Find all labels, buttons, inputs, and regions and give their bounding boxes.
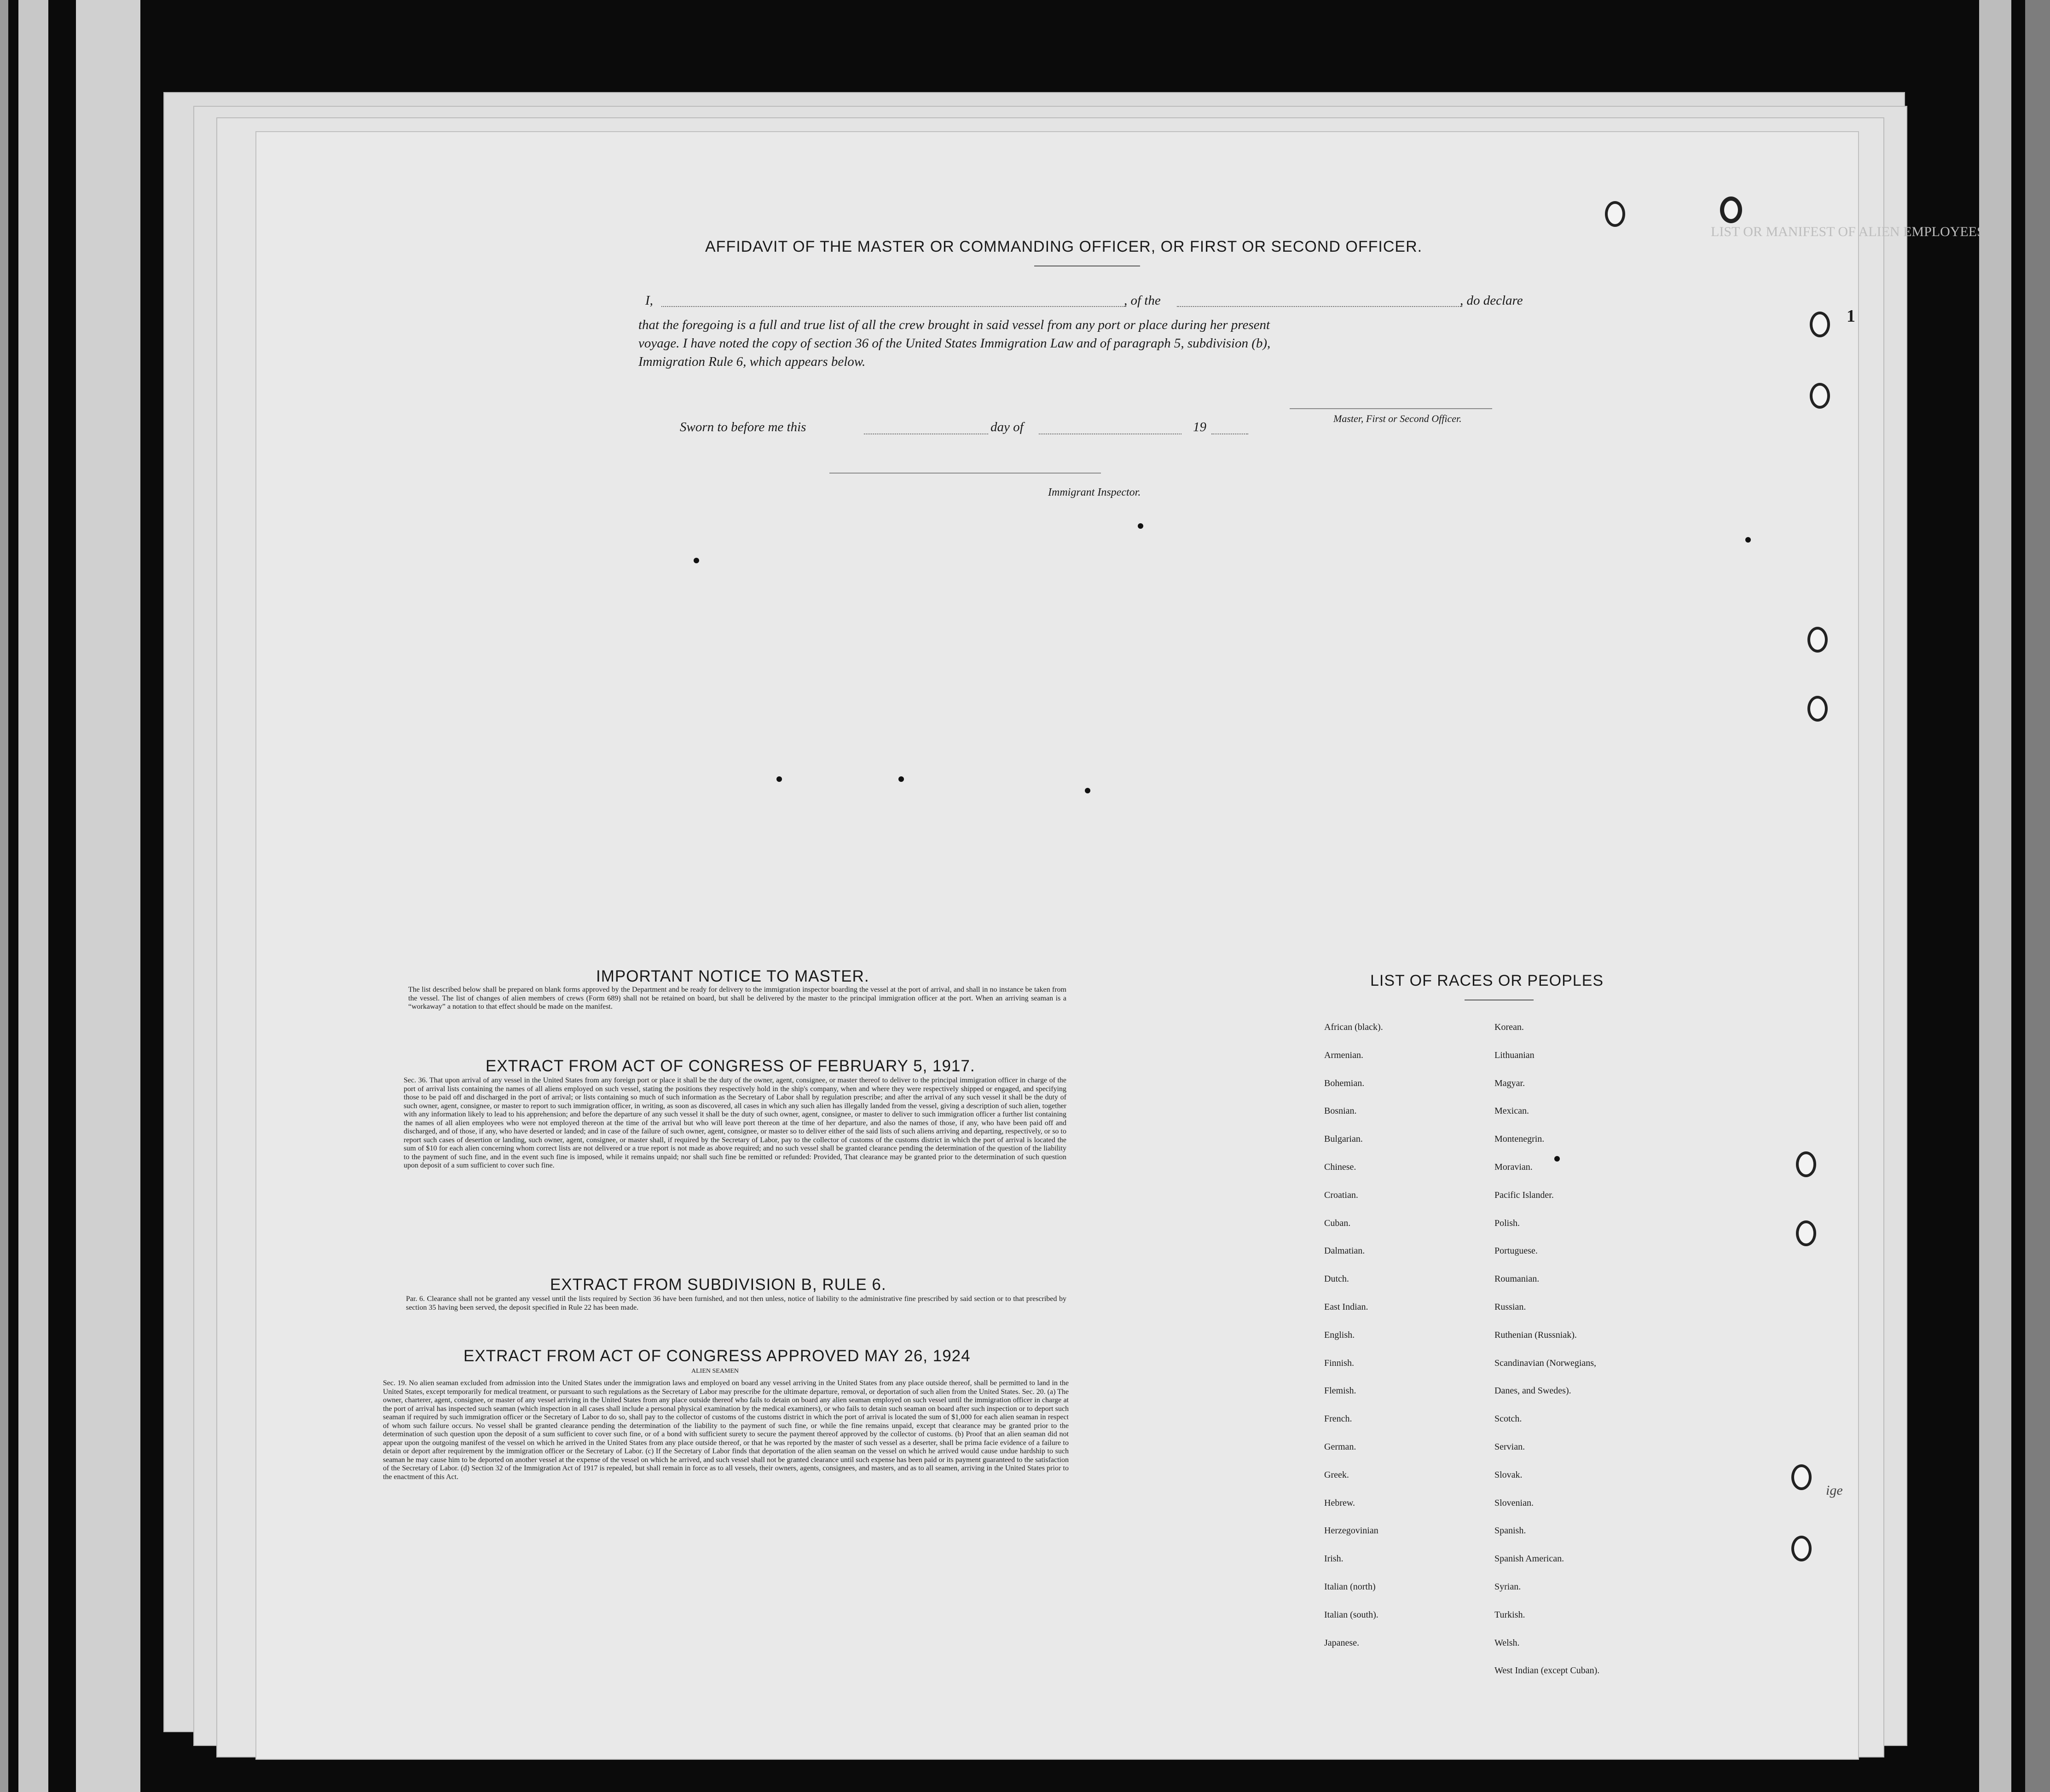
race-item: Pacific Islander. [1494,1190,1554,1200]
punch-hole [1796,1151,1816,1177]
inspector-signature-field[interactable] [829,473,1101,474]
punch-hole [1605,201,1625,227]
race-item: Slovenian. [1494,1497,1534,1508]
punch-hole [1796,1220,1816,1246]
document-page [255,131,1985,1760]
race-item: French. [1324,1414,1352,1424]
notice-title: IMPORTANT NOTICE TO MASTER. [596,967,869,985]
sworn-label: Sworn to before me this [680,420,806,434]
race-item: Cuban. [1324,1218,1351,1228]
race-item: East Indian. [1324,1301,1368,1312]
race-item: Croatian. [1324,1190,1358,1200]
race-item: Slovak. [1494,1469,1523,1480]
punch-hole [1807,627,1828,653]
extract-1924-subtitle: ALIEN SEAMEN [691,1368,739,1375]
race-item: Chinese. [1324,1162,1356,1172]
ink-dot [1745,537,1751,543]
race-item: Scandinavian (Norwegians, [1494,1358,1597,1368]
extract-rule6-title: EXTRACT FROM SUBDIVISION B, RULE 6. [550,1276,886,1294]
extract-rule6-text: Par. 6. Clearance shall not be granted any vessel until the lists required by Section 36 have been furnished, and not then unless, notice of liability to the administrative fine prescribed by said section or to that prescribed by section 35 having been served, the deposit specified in Rule 22 has been made. [406,1295,1066,1312]
race-item: Armenian. [1324,1050,1363,1060]
ink-dot [776,776,782,782]
race-item: Korean. [1494,1022,1524,1032]
declarant-label: I, [645,293,653,308]
year-prefix: 19 [1193,420,1206,434]
race-item: Mexican. [1494,1106,1529,1116]
race-item: Syrian. [1494,1581,1521,1592]
film-edge-left [0,0,8,1792]
race-item: Portuguese. [1494,1246,1538,1256]
extract-1917-title: EXTRACT FROM ACT OF CONGRESS OF FEBRUARY 5, 1917. [486,1057,975,1075]
race-item: Ruthenian (Russniak). [1494,1330,1577,1340]
race-item: Dutch. [1324,1274,1349,1284]
of-the-label: , of the [1124,293,1161,308]
film-edge-right [2025,0,2050,1792]
race-item: Roumanian. [1494,1274,1540,1284]
race-item: Bosnian. [1324,1106,1357,1116]
extract-1917-text: Sec. 36. That upon arrival of any vessel in the United States from any foreign port or place it shall be the duty of the owner, agent, consignee, or master thereof to deliver to the principal immigration officer in charge of the port of arrival lists containing the names of all aliens employed on such vessel, stating the positions they respectively hold in the ship's company, when and where they were respectively shipped or engaged, and specifying those to be paid off and discharged in the port of arrival; or lists containing so much of such information as the Secretary of Labor shall by regulation prescribe; and after the arrival of any such vessel it shall be the duty of such owner, agent, consignee, or master to report to such immigration officer, in writing, as soon as discovered, all cases in which any such alien has illegally landed from the vessel, giving a description of such alien, together with any information likely to lead to his apprehension; and before the departure of any such vessel it shall be the duty of such owner, agent, consignee, or master to deliver to such immigration officer a further list containing the names of all alien employees who were not employed thereon at the time of the arrival but who will leave port thereon at the time of her departure, and also the names of those, if any, who have been paid off and discharged, and of those, if any, who have deserted or landed; and in case of the failure of such owner, agent, consignee, or master so to deliver either of the said lists of such aliens arriving and departing, respectively, or so to report such cases of desertion or landing, such owner, agent, consignee, or master shall, if required by the Secretary of Labor, pay to the collector of customs of the customs district in which the port of arrival is located the sum of $10 for each alien concerning whom correct lists are not delivered or a true report is not made as above required; and no such vessel shall be granted clearance pending the determination of the question of the liability to the payment of such fine, and in the event such fine is imposed, while it remains unpaid; nor shall such fine be remitted or refunded: Provided, That clearance may be granted prior to the determination of such question upon deposit of a sum sufficient to cover such fine. [404,1076,1066,1169]
do-declare-label: , do declare [1460,293,1523,308]
race-item: Servian. [1494,1441,1525,1452]
race-item: Scotch. [1494,1414,1522,1424]
statement-line: Immigration Rule 6, which appears below. [638,354,866,369]
page-number: 1 [1847,306,1855,326]
race-item: Moravian. [1494,1162,1533,1172]
show-through-header: LIST OR MANIFEST OF ALIEN EMPLOYEES [1711,224,1985,239]
race-item: Flemish. [1324,1386,1356,1396]
race-item: Bohemian. [1324,1078,1365,1088]
race-item: English. [1324,1330,1355,1340]
race-item: Danes, and Swedes). [1494,1386,1571,1396]
punch-hole [1810,312,1830,337]
adjacent-page-strip [1979,0,2011,1792]
vessel-name-field[interactable] [1177,306,1462,307]
race-item: Bulgarian. [1324,1134,1363,1145]
signature-field[interactable] [1290,408,1492,409]
punch-hole [1720,197,1742,223]
races-title: LIST OF RACES OR PEOPLES [1370,972,1604,989]
race-item: Italian (south). [1324,1609,1378,1620]
statement-line: that the foregoing is a full and true list of all the crew brought in said vessel from any port or place during her present [638,318,1270,332]
race-item: German. [1324,1441,1356,1452]
race-item: Turkish. [1494,1609,1525,1620]
races-right-column [1494,1013,1599,1685]
ink-dot [898,776,904,782]
extract-1924-title: EXTRACT FROM ACT OF CONGRESS APPROVED MAY 26, 1924 [463,1347,971,1365]
races-left-column [1324,1013,1383,1657]
race-item: Japanese. [1324,1637,1360,1648]
extract-1924-text: Sec. 19. No alien seaman excluded from admission into the United States under the immigration laws and employed on board any vessel arriving in the United States from any place outside thereof, shall be permitted to land in the United States, except temporarily for medical treatment, or pursuant to such regulations as the Secretary of Labor may prescribe for the ultimate departure, removal, or deportation of such alien from the United States. Sec. 20. (a) The owner, charterer, agent, consignee, or master of any vessel arriving in the United States from any place outside thereof who fails to detain on board any alien seaman employed on such vessel until the immigration officer in charge at the port of arrival has inspected such seaman (which inspection in all cases shall include a personal physical examination by the medical examiners), or who fails to detain such seaman on board after such inspection or to deport such seaman if required by such immigration officer or the Secretary of Labor to do so, shall pay to the collector of customs of the customs district in which the port of arrival is located the sum of $1,000 for each alien seaman in respect of whom such failure occurs. No vessel shall be granted clearance pending the determination of the liability to the payment of such fine, or while the fine remains unpaid, except that clearance may be granted prior to the determination of such question upon the deposit of a sum sufficient to cover such fine, or of a bond with sufficient surety to secure the payment thereof approved by the collector of customs. (b) Proof that an alien seaman did not appear upon the outgoing manifest of the vessel on which he arrived in the United States from any place outside thereof, or that he was reported by the master of such vessel as a deserter, shall be prima facie evidence of a failure to detain or deport after requirement by the immigration officer or the Secretary of Labor. (c) If the Secretary of Labor finds that deportation of the alien seaman on the vessel on which he arrived would cause undue hardship to such seaman he may cause him to be deported on another vessel at the expense of the vessel on which he arrived, and such vessel shall not be granted clearance until such expense has been paid or its payment guaranteed to the satisfaction of the Secretary of Labor. (d) Section 32 of the Immigration Act of 1917 is repealed, but shall remain in force as to all vessels, their owners, agents, consignees, and masters, and as to all seamen, arriving in the United States prior to the enactment of this Act. [383,1379,1069,1481]
punch-hole [1807,696,1828,722]
notice-text: The list described below shall be prepared on blank forms approved by the Department and be ready for delivery to the immigration inspector boarding the vessel at the port of arrival, and shall in no instance be taken from the vessel. The list of changes of alien members of crews (Form 689) shall not be retained on board, but shall be delivered by the master to the principal immigration officer at the port. When an arriving seaman is a “workaway” a notation to that effect should be made on the manifest. [408,986,1066,1011]
race-item: Greek. [1324,1469,1349,1480]
adjacent-page-strip [76,0,140,1792]
race-item: Irish. [1324,1554,1344,1564]
race-item: Magyar. [1494,1078,1525,1088]
race-item: Russian. [1494,1301,1526,1312]
race-item: Dalmatian. [1324,1246,1365,1256]
inspector-label: Immigrant Inspector. [1048,486,1141,498]
affidavit-title: AFFIDAVIT OF THE MASTER OR COMMANDING OFFICER, OR FIRST OR SECOND OFFICER. [705,238,1423,255]
race-item: Polish. [1494,1218,1520,1228]
race-item: Hebrew. [1324,1497,1355,1508]
race-item: Finnish. [1324,1358,1355,1368]
punch-hole [1810,383,1830,409]
race-item: Lithuanian [1494,1050,1535,1060]
race-item: West Indian (except Cuban). [1494,1665,1600,1676]
race-item: Italian (north) [1324,1581,1376,1592]
race-item: African (black). [1324,1022,1383,1032]
punch-hole [1791,1464,1812,1490]
ink-dot [1138,523,1143,529]
day-of-label: day of [990,420,1024,434]
race-item: Welsh. [1494,1637,1520,1648]
ink-dot [694,558,699,563]
declarant-name-field[interactable] [661,306,1126,307]
race-item: Spanish. [1494,1526,1526,1536]
race-item: Herzegovinian [1324,1526,1378,1536]
statement-line: voyage. I have noted the copy of section 36 of the United States Immigration Law and of paragraph 5, subdivision (b), [638,336,1271,351]
adjacent-page-strip [18,0,48,1792]
punch-hole [1791,1536,1812,1561]
ink-dot [1085,788,1090,793]
race-item: Montenegrin. [1494,1134,1545,1145]
race-item: Spanish American. [1494,1554,1564,1564]
signature-label: Master, First or Second Officer. [1333,413,1462,424]
handwritten-fragment: ige [1826,1483,1843,1498]
